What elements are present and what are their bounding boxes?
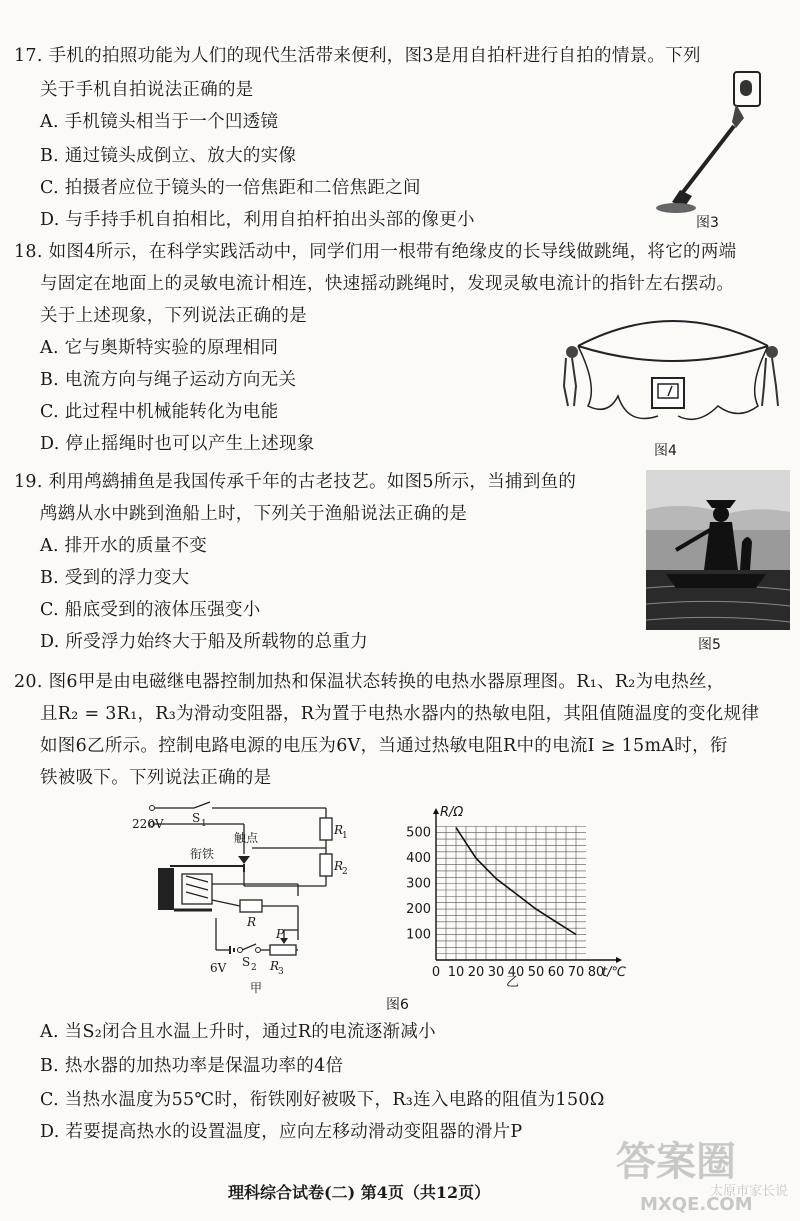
label-r3-sub: 3 (278, 967, 284, 977)
x-tick-label: 60 (547, 965, 565, 980)
q20-option-a: A. 当S₂闭合且水温上升时，通过R的电流逐渐减小 (40, 1022, 436, 1042)
x-tick-label: 0 (431, 965, 441, 980)
selfie-stick-figure (640, 68, 790, 218)
q17-option-c: C. 拍摄者应位于镜头的一倍焦距和二倍焦距之间 (40, 178, 421, 198)
q17-stem-line-2: 关于手机自拍说法正确的是 (40, 80, 254, 100)
q20-stem-line-3: 如图6乙所示。控制电路电源的电压为6V，当通过热敏电阻R中的电流I ≥ 15mA时，衔 (40, 736, 728, 756)
q20-stem-line-2: 且R₂ = 3R₁，R₃为滑动变阻器，R为置于电热水器内的热敏电阻，其阻值随温度的变化规律 (40, 704, 760, 724)
label-r1: R (334, 823, 344, 837)
y-tick-label: 200 (406, 902, 431, 918)
r2-resistor (320, 854, 332, 876)
q19-stem-line-1: 19. 利用鸬鹚捕鱼是我国传承千年的古老技艺。如图5所示，当捕到鱼的 (14, 472, 577, 492)
q17-stem-line-1: 17. 手机的拍照功能为人们的现代生活带来便利，图3是用自拍杆进行自拍的情景。下列 (14, 46, 701, 66)
label-r3: R (270, 959, 280, 973)
y-tick-label: 400 (406, 851, 431, 867)
label-r2-sub: 2 (342, 867, 348, 877)
q20-option-d: D. 若要提高热水的设置温度，应向左移动滑动变阻器的滑片P (40, 1122, 523, 1142)
label-r1-sub: 1 (342, 831, 348, 841)
x-axis-arrow (616, 957, 622, 963)
q17-option-d: D. 与手持手机自拍相比，利用自拍杆拍出头部的像更小 (40, 210, 475, 230)
label-contact: 触点 (234, 831, 259, 845)
figure-5-caption: 图5 (698, 637, 721, 653)
label-s2: S (242, 955, 251, 969)
q20-option-c: C. 当热水温度为55℃时，衔铁刚好被吸下，R₃连入电路的阻值为150Ω (40, 1090, 605, 1110)
x-axis-label: t/℃ (602, 965, 627, 980)
x-tick-label: 30 (487, 965, 505, 980)
x-tick-label: 70 (567, 965, 585, 980)
label-6v: 6V (210, 961, 227, 975)
r1-resistor (320, 818, 332, 840)
label-s2-sub: 2 (251, 963, 257, 973)
thermistor-r (240, 900, 262, 912)
q19-option-c: C. 船底受到的液体压强变小 (40, 600, 261, 620)
label-p: P (276, 927, 285, 941)
contact-point (238, 856, 250, 864)
circuit-diagram (130, 800, 350, 1000)
q17-option-a: A. 手机镜头相当于一个凹透镜 (40, 112, 279, 132)
q18-stem-line-2: 与固定在地面上的灵敏电流计相连，快速摇动跳绳时，发现灵敏电流计的指针左右摆动。 (40, 274, 735, 294)
q18-stem-line-1: 18. 如图4所示，在科学实践活动中，同学们用一根带有绝缘皮的长导线做跳绳，将它的两端 (14, 242, 737, 262)
y-tick-label: 500 (406, 825, 431, 841)
x-tick-label: 40 (507, 965, 525, 980)
q20-option-b: B. 热水器的加热功率是保温功率的4倍 (40, 1056, 344, 1076)
q18-option-a: A. 它与奥斯特实验的原理相同 (40, 338, 279, 358)
label-armature: 衔铁 (190, 847, 215, 861)
r3-rheostat (270, 945, 296, 955)
y-tick-label: 300 (406, 876, 431, 892)
q18-option-d: D. 停止摇绳时也可以产生上述现象 (40, 434, 315, 454)
q17-option-b: B. 通过镜头成倒立、放大的实像 (40, 146, 297, 166)
y-axis-arrow (433, 808, 439, 814)
figure-6-caption: 图6 (386, 997, 409, 1013)
q20-stem-line-1: 20. 图6甲是由电磁继电器控制加热和保温状态转换的电热水器原理图。R₁、R₂为电热丝， (14, 672, 725, 692)
q18-option-b: B. 电流方向与绳子运动方向无关 (40, 370, 297, 390)
q20-stem-line-4: 铁被吸下。下列说法正确的是 (40, 768, 272, 788)
q19-option-b: B. 受到的浮力变大 (40, 568, 190, 588)
circuit-caption: 甲 (250, 981, 263, 995)
x-tick-label: 20 (467, 965, 485, 980)
watermark-domain: MXQE.COM (640, 1194, 753, 1215)
y-tick-label: 100 (406, 927, 431, 943)
q18-stem-line-3: 关于上述现象，下列说法正确的是 (40, 306, 307, 326)
watermark-small-text: 太原市家长说 (710, 1184, 789, 1199)
figure-3-caption: 图3 (696, 215, 719, 231)
thermistor-graph (400, 800, 650, 990)
x-tick-label: 50 (527, 965, 545, 980)
cormorant-fishing-photo (646, 470, 790, 630)
y-axis-label: R/Ω (440, 805, 464, 820)
label-s1-sub: 1 (201, 819, 207, 829)
label-r: R (247, 915, 257, 929)
graph-caption: 乙 (506, 975, 520, 990)
label-r2: R (334, 859, 344, 873)
watermark-logo: 答案圈 (616, 1139, 736, 1185)
q19-option-d: D. 所受浮力始终大于船及所载物的总重力 (40, 632, 369, 652)
figure-4-caption: 图4 (654, 443, 677, 459)
q19-option-a: A. 排开水的质量不变 (40, 536, 208, 556)
q18-option-c: C. 此过程中机械能转化为电能 (40, 402, 279, 422)
label-s1: S (192, 811, 201, 825)
q19-stem-line-2: 鸬鹚从水中跳到渔船上时，下列关于渔船说法正确的是 (40, 504, 468, 524)
x-tick-label: 10 (447, 965, 465, 980)
x-tick-label: 80 (587, 965, 605, 980)
label-220v: 220V (132, 817, 164, 831)
page-footer: 理科综合试卷(二) 第4页（共12页） (228, 1183, 491, 1202)
jump-rope-figure (558, 306, 788, 438)
